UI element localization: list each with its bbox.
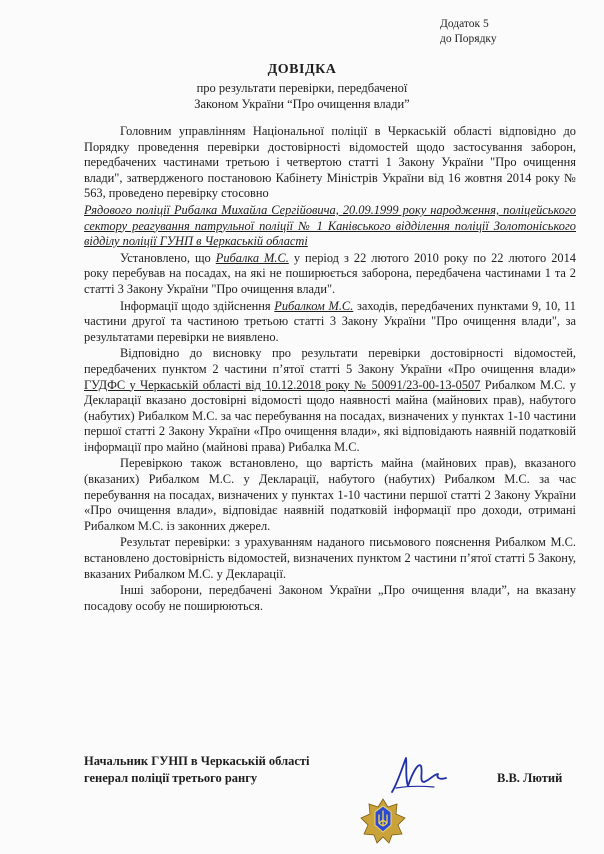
annex-line-2: до Порядку: [440, 33, 497, 45]
subject-person: Рядового поліції Рибалка Михайла Сергійовича, 20.09.1999 року народження, поліцейського сектору реагування патрульної поліції № 1 Канівського відділення поліції Золотоніського відділу поліції ГУНП в Черкаській області: [84, 202, 576, 249]
paragraph-information: [84, 299, 576, 346]
tax-office-reference: ГУДФС у Черкаській області від 10.12.2018 року № 50091/23-00-13-0507: [84, 377, 481, 392]
paragraph-established: [84, 251, 576, 298]
annex-note: [440, 17, 497, 47]
position-line-1: Начальник ГУНП в Черкаській області: [84, 754, 310, 768]
subtitle-line-2: Законом України “Про очищення влади”: [194, 97, 410, 111]
police-emblem-icon: [360, 798, 406, 849]
signatory-position: [84, 753, 310, 787]
annex-line-1: Додаток 5: [440, 18, 489, 30]
subject-name: Рибалка М.С.: [215, 250, 289, 265]
paragraph-other-bans: Інші заборони, передбачені Законом України „Про очищення влади”, на вказану посадову особу не поширюються.: [84, 583, 576, 613]
document-title: ДОВІДКА: [267, 62, 337, 77]
handwritten-signature: [388, 752, 450, 801]
text-fragment: Рибалком М.С. у Декларації вказано достовірні відомості щодо наявності майна (майнових прав), набутого (набутих) Рибалком М.С. за час перебування на посадах, визначених у пунктах 1-10 частини першої статті 2 Закону України «Про очищення влади», які відповідають наявній податковій інформації про майно (майнові права) Рибалка М.С.: [84, 377, 576, 454]
paragraph-subject: [84, 203, 576, 250]
document-subtitle: [0, 80, 604, 112]
subtitle-line-1: про результати перевірки, передбаченої: [196, 81, 408, 95]
paragraph-property-value: Перевіркою також встановлено, що вартість майна (майнових прав), вказаного (вказаних) Рибалком М.С. у Декларації, набутого (набутих) Рибалком М.С. за час перебування на посадах, визначених у пунктах 1-10 частини першої статті 2 Закону України «Про очищення влади», відповідає наявній податковій інформації про доходи, отримані Рибалком М.С. із законних джерел.: [84, 456, 576, 533]
position-line-2: генерал поліції третього рангу: [84, 771, 258, 785]
signatory-name: В.В. Лютий: [497, 771, 563, 785]
text-fragment: у період з 22 лютого 2010 року по 22 лютого 2014 року перебував на посадах, на які не поширюється заборона, передбачена частинами 1 та 2 статті 3 Закону України "Про очищення влади".: [84, 250, 577, 296]
paragraph-intro: Головним управлінням Національної поліції в Черкаській області відповідно до Порядку проведення перевірки достовірності відомостей щодо застосування заборон, передбачених частинами третьою і четвертою статті 1 Закону України "Про очищення влади", затвердженого постановою Кабінету Міністрів України від 16 жовтня 2014 року № 563, проведено перевірку стосовно: [84, 124, 576, 201]
text-fragment: заходів, передбачених пунктами 9, 10, 11 частини другої та частиною третьою статті 3 Закону України "Про очищення влади", за результатами перевірки не виявлено.: [84, 298, 576, 344]
text-fragment: Установлено, що: [120, 250, 216, 265]
paragraph-conclusion: [84, 346, 576, 455]
document-body: [84, 124, 576, 615]
text-fragment: Інформації щодо здійснення: [120, 298, 275, 313]
subject-name: Рибалком М.С.: [274, 298, 354, 313]
text-fragment: Відповідно до висновку про результати перевірки достовірності відомостей, передбачених пунктом 2 частини п’ятої статті 5 Закону України «Про очищення влади»: [84, 346, 576, 376]
paragraph-result: Результат перевірки: з урахуванням наданого письмового пояснення Рибалком М.С. встановлено достовірність відомостей, визначених пунктом 2 частини п’ятої статті 5 Закону, вказаних Рибалком М.С. у Декларації.: [84, 535, 576, 581]
